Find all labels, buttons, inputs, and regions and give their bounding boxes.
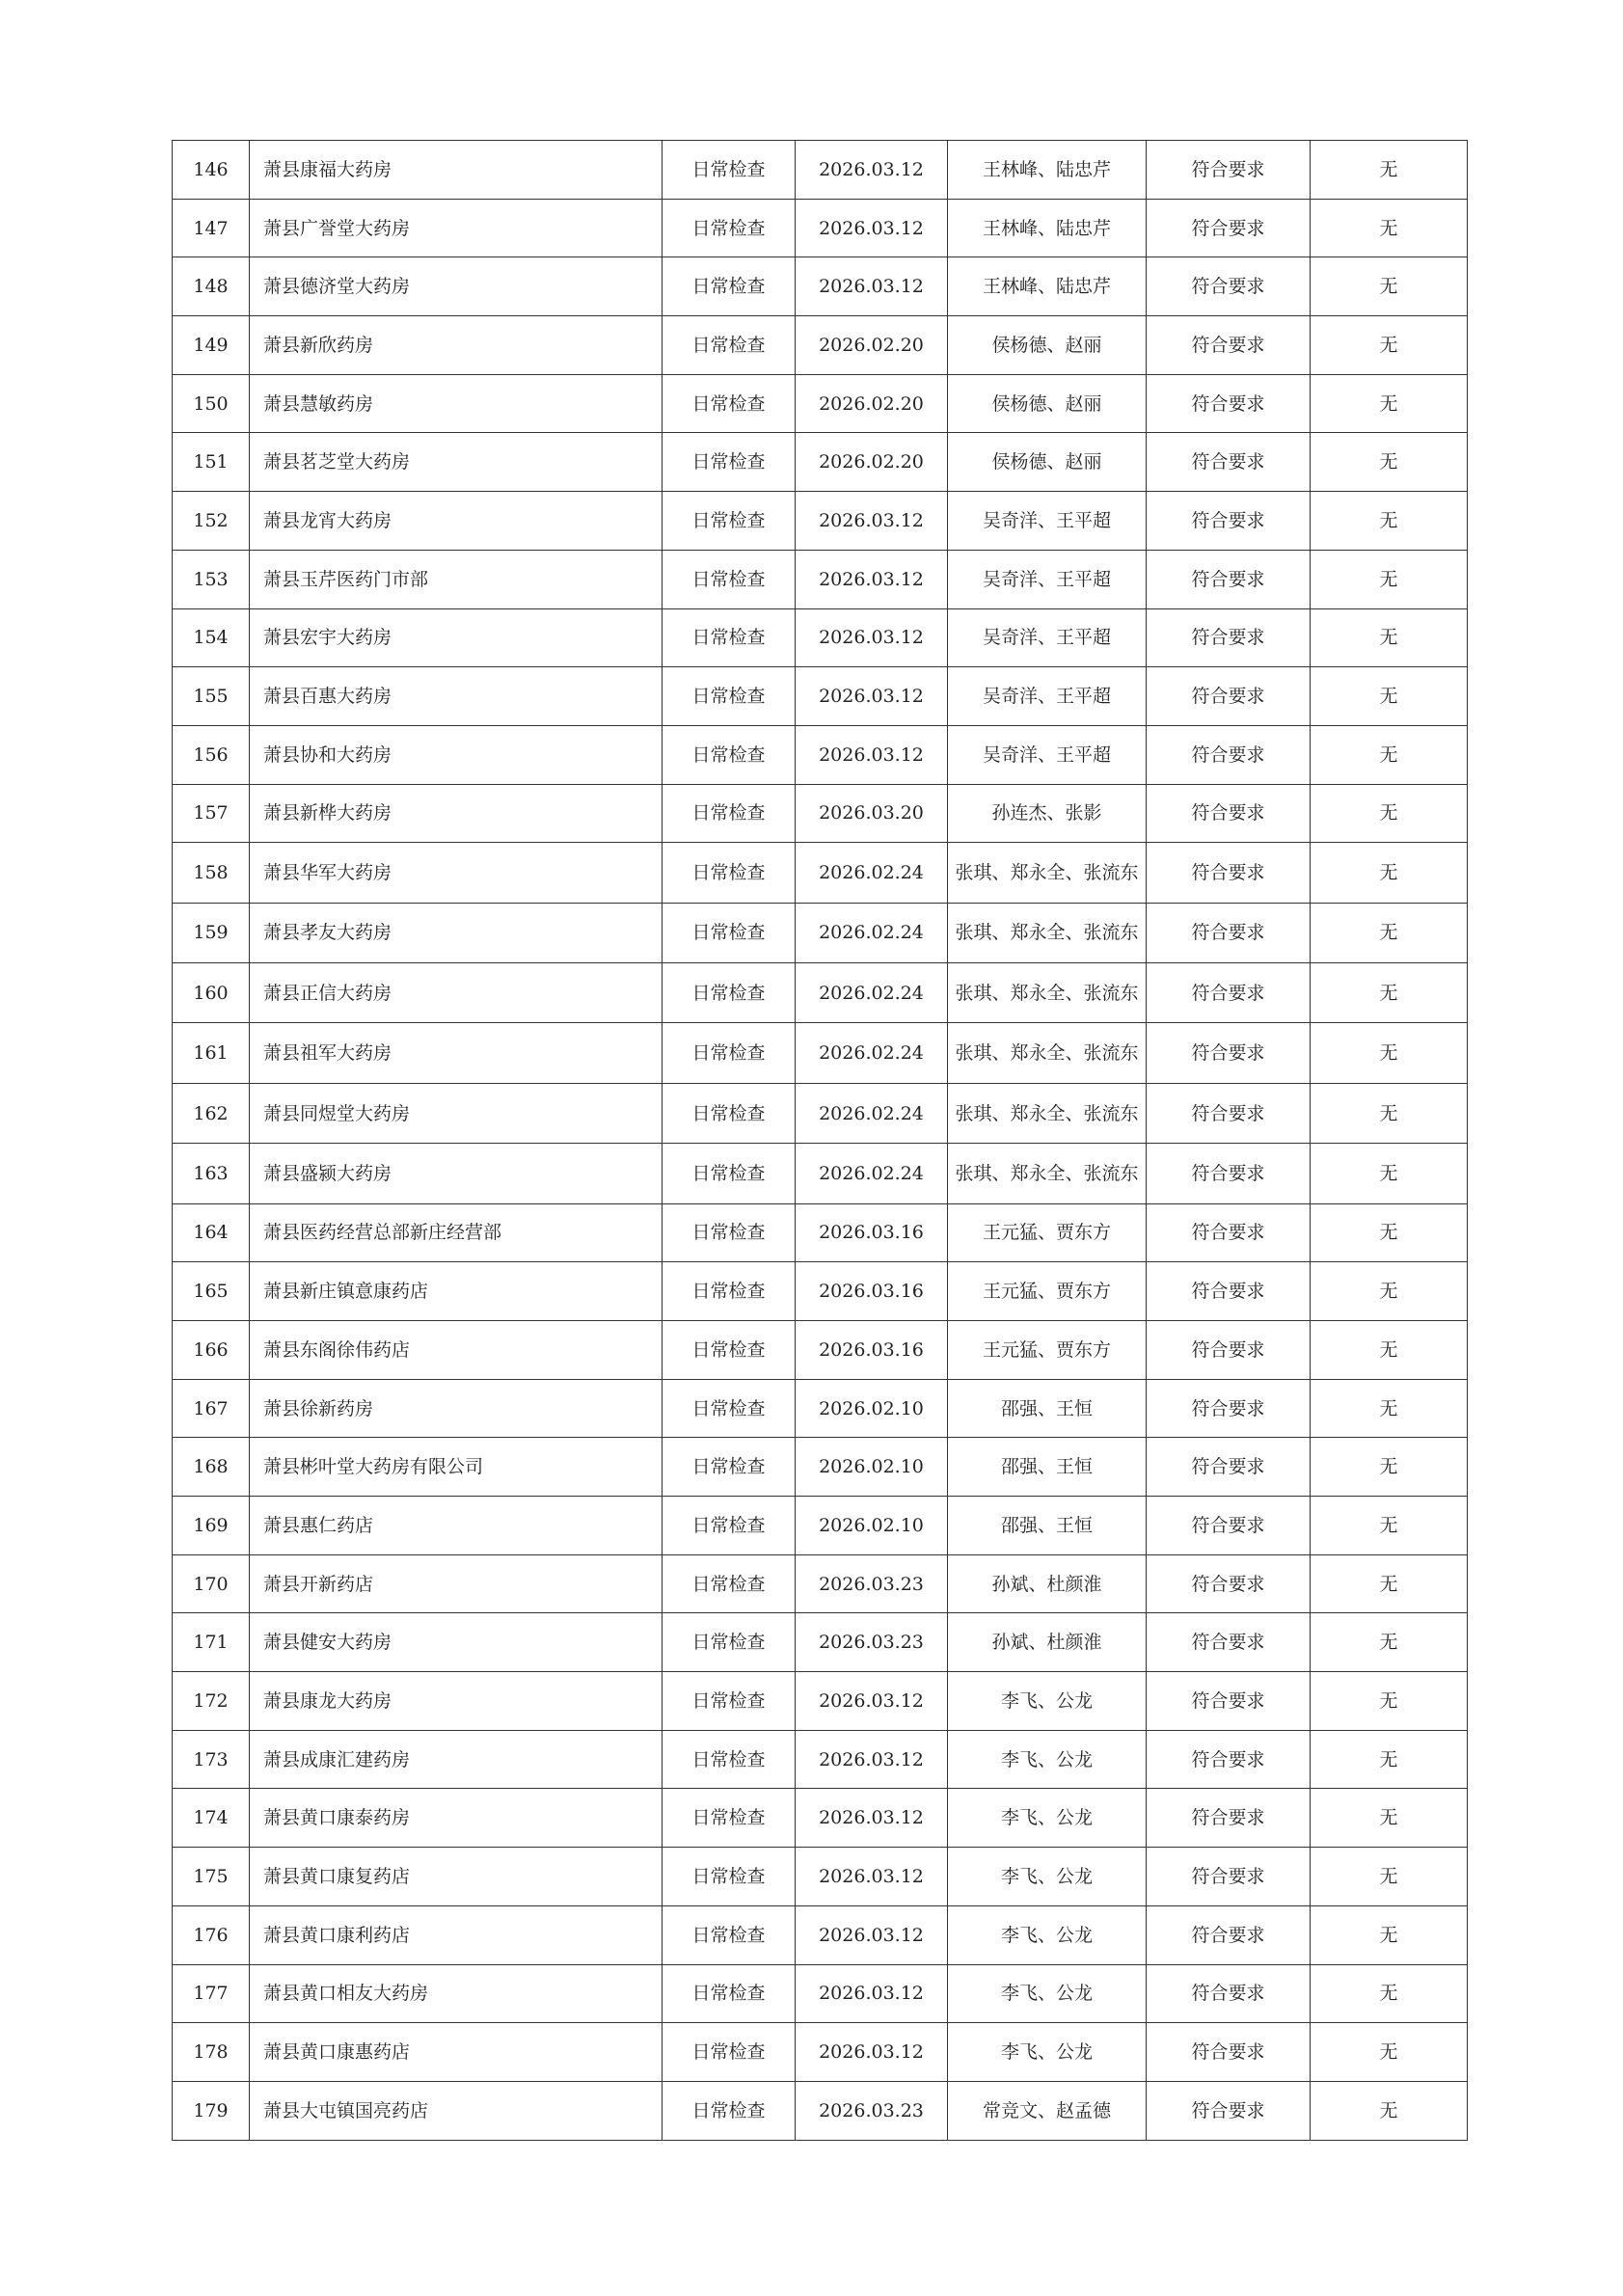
result-cell: 符合要求 — [1147, 1613, 1311, 1672]
result-cell: 符合要求 — [1147, 1023, 1311, 1083]
inspection-type-cell: 日常检查 — [663, 316, 796, 375]
result-cell: 符合要求 — [1147, 963, 1311, 1023]
pharmacy-name-cell: 萧县新庄镇意康药店 — [250, 1262, 663, 1321]
pharmacy-name-cell: 萧县黄口相友大药房 — [250, 1964, 663, 2023]
row-number-cell: 172 — [173, 1672, 250, 1731]
pharmacy-name-cell: 萧县健安大药房 — [250, 1613, 663, 1672]
inspectors-cell: 邵强、王恒 — [948, 1379, 1147, 1438]
pharmacy-name-cell: 萧县慧敏药房 — [250, 374, 663, 433]
pharmacy-name-cell: 萧县新欣药房 — [250, 316, 663, 375]
row-number-cell: 159 — [173, 903, 250, 962]
inspection-date-cell: 2026.02.20 — [796, 433, 948, 492]
result-cell: 符合要求 — [1147, 1203, 1311, 1262]
row-number-cell: 163 — [173, 1144, 250, 1203]
remark-cell: 无 — [1311, 550, 1468, 608]
row-number-cell: 157 — [173, 784, 250, 843]
row-number-cell: 168 — [173, 1438, 250, 1497]
row-number-cell: 156 — [173, 725, 250, 784]
pharmacy-name-cell: 萧县东阁徐伟药店 — [250, 1320, 663, 1379]
remark-cell: 无 — [1311, 316, 1468, 375]
pharmacy-name-cell: 萧县百惠大药房 — [250, 667, 663, 726]
row-number-cell: 148 — [173, 257, 250, 316]
inspection-date-cell: 2026.03.12 — [796, 667, 948, 726]
result-cell: 符合要求 — [1147, 492, 1311, 551]
inspection-date-cell: 2026.03.12 — [796, 1730, 948, 1789]
pharmacy-name-cell: 萧县彬叶堂大药房有限公司 — [250, 1438, 663, 1497]
inspection-type-cell: 日常检查 — [663, 608, 796, 667]
inspectors-cell: 侯杨德、赵丽 — [948, 374, 1147, 433]
inspectors-cell: 邵强、王恒 — [948, 1438, 1147, 1497]
result-cell: 符合要求 — [1147, 1320, 1311, 1379]
table-row — [173, 1320, 1468, 1379]
result-cell: 符合要求 — [1147, 1848, 1311, 1906]
inspection-type-cell: 日常检查 — [663, 1497, 796, 1555]
row-number-cell: 170 — [173, 1554, 250, 1613]
remark-cell: 无 — [1311, 1320, 1468, 1379]
remark-cell: 无 — [1311, 903, 1468, 962]
remark-cell: 无 — [1311, 725, 1468, 784]
inspectors-cell: 李飞、公龙 — [948, 1905, 1147, 1964]
result-cell: 符合要求 — [1147, 1964, 1311, 2023]
result-cell: 符合要求 — [1147, 725, 1311, 784]
pharmacy-name-cell: 萧县德济堂大药房 — [250, 257, 663, 316]
remark-cell: 无 — [1311, 2023, 1468, 2082]
table-row — [173, 1789, 1468, 1848]
pharmacy-name-cell: 萧县大屯镇国亮药店 — [250, 2081, 663, 2140]
inspectors-cell: 吴奇洋、王平超 — [948, 492, 1147, 551]
pharmacy-name-cell: 萧县广誉堂大药房 — [250, 199, 663, 257]
inspection-date-cell: 2026.03.12 — [796, 725, 948, 784]
remark-cell: 无 — [1311, 492, 1468, 551]
table-row — [173, 550, 1468, 608]
table-row — [173, 1083, 1468, 1143]
inspectors-cell: 张琪、郑永全、张流东 — [948, 843, 1147, 903]
pharmacy-name-cell: 萧县开新药店 — [250, 1554, 663, 1613]
inspectors-cell: 张琪、郑永全、张流东 — [948, 963, 1147, 1023]
inspection-date-cell: 2026.02.24 — [796, 1144, 948, 1203]
inspectors-cell: 张琪、郑永全、张流东 — [948, 1083, 1147, 1143]
result-cell: 符合要求 — [1147, 1438, 1311, 1497]
inspectors-cell: 王元猛、贾东方 — [948, 1203, 1147, 1262]
result-cell: 符合要求 — [1147, 667, 1311, 726]
inspectors-cell: 李飞、公龙 — [948, 1848, 1147, 1906]
pharmacy-name-cell: 萧县祖军大药房 — [250, 1023, 663, 1083]
result-cell: 符合要求 — [1147, 550, 1311, 608]
result-cell: 符合要求 — [1147, 784, 1311, 843]
inspection-date-cell: 2026.02.24 — [796, 1023, 948, 1083]
row-number-cell: 153 — [173, 550, 250, 608]
table-row — [173, 1262, 1468, 1321]
pharmacy-name-cell: 萧县成康汇建药房 — [250, 1730, 663, 1789]
remark-cell: 无 — [1311, 1613, 1468, 1672]
inspection-type-cell: 日常检查 — [663, 2081, 796, 2140]
result-cell: 符合要求 — [1147, 843, 1311, 903]
inspection-type-cell: 日常检查 — [663, 1144, 796, 1203]
result-cell: 符合要求 — [1147, 608, 1311, 667]
inspection-date-cell: 2026.02.20 — [796, 316, 948, 375]
table-row — [173, 1023, 1468, 1083]
pharmacy-name-cell: 萧县新桦大药房 — [250, 784, 663, 843]
inspectors-cell: 王元猛、贾东方 — [948, 1262, 1147, 1321]
remark-cell: 无 — [1311, 1672, 1468, 1731]
table-row — [173, 725, 1468, 784]
inspectors-cell: 吴奇洋、王平超 — [948, 608, 1147, 667]
inspection-type-cell: 日常检查 — [663, 1023, 796, 1083]
row-number-cell: 158 — [173, 843, 250, 903]
result-cell: 符合要求 — [1147, 433, 1311, 492]
result-cell: 符合要求 — [1147, 2023, 1311, 2082]
remark-cell: 无 — [1311, 963, 1468, 1023]
table-row — [173, 433, 1468, 492]
table-row — [173, 1144, 1468, 1203]
remark-cell: 无 — [1311, 784, 1468, 843]
row-number-cell: 175 — [173, 1848, 250, 1906]
inspection-type-cell: 日常检查 — [663, 963, 796, 1023]
inspection-records-table — [172, 140, 1468, 2141]
inspection-type-cell: 日常检查 — [663, 1262, 796, 1321]
inspection-date-cell: 2026.02.10 — [796, 1438, 948, 1497]
remark-cell: 无 — [1311, 1848, 1468, 1906]
pharmacy-name-cell: 萧县龙宵大药房 — [250, 492, 663, 551]
remark-cell: 无 — [1311, 1083, 1468, 1143]
inspectors-cell: 张琪、郑永全、张流东 — [948, 1144, 1147, 1203]
remark-cell: 无 — [1311, 1554, 1468, 1613]
inspectors-cell: 侯杨德、赵丽 — [948, 316, 1147, 375]
table-row — [173, 1905, 1468, 1964]
inspection-type-cell: 日常检查 — [663, 903, 796, 962]
row-number-cell: 149 — [173, 316, 250, 375]
table-row — [173, 316, 1468, 375]
inspectors-cell: 张琪、郑永全、张流东 — [948, 1023, 1147, 1083]
inspectors-cell: 李飞、公龙 — [948, 1672, 1147, 1731]
result-cell: 符合要求 — [1147, 1554, 1311, 1613]
inspection-date-cell: 2026.03.12 — [796, 257, 948, 316]
inspection-date-cell: 2026.02.20 — [796, 374, 948, 433]
inspectors-cell: 张琪、郑永全、张流东 — [948, 903, 1147, 962]
inspectors-cell: 吴奇洋、王平超 — [948, 667, 1147, 726]
table-row — [173, 1203, 1468, 1262]
table-row — [173, 141, 1468, 200]
inspectors-cell: 李飞、公龙 — [948, 2023, 1147, 2082]
row-number-cell: 155 — [173, 667, 250, 726]
table-row — [173, 1438, 1468, 1497]
table-row — [173, 963, 1468, 1023]
table-body — [173, 141, 1468, 2141]
table-row — [173, 1672, 1468, 1731]
remark-cell: 无 — [1311, 1497, 1468, 1555]
inspection-date-cell: 2026.02.24 — [796, 1083, 948, 1143]
pharmacy-name-cell: 萧县黄口康复药店 — [250, 1848, 663, 1906]
inspectors-cell: 孙斌、杜颜淮 — [948, 1613, 1147, 1672]
inspection-date-cell: 2026.02.24 — [796, 843, 948, 903]
pharmacy-name-cell: 萧县康福大药房 — [250, 141, 663, 200]
pharmacy-name-cell: 萧县茗芝堂大药房 — [250, 433, 663, 492]
inspection-date-cell: 2026.03.16 — [796, 1262, 948, 1321]
inspection-date-cell: 2026.03.12 — [796, 1964, 948, 2023]
remark-cell: 无 — [1311, 1262, 1468, 1321]
inspection-type-cell: 日常检查 — [663, 2023, 796, 2082]
inspectors-cell: 王元猛、贾东方 — [948, 1320, 1147, 1379]
table-row — [173, 199, 1468, 257]
inspection-type-cell: 日常检查 — [663, 1672, 796, 1731]
inspection-type-cell: 日常检查 — [663, 1964, 796, 2023]
inspectors-cell: 孙连杰、张影 — [948, 784, 1147, 843]
table-row — [173, 374, 1468, 433]
inspection-type-cell: 日常检查 — [663, 725, 796, 784]
remark-cell: 无 — [1311, 141, 1468, 200]
pharmacy-name-cell: 萧县同煜堂大药房 — [250, 1083, 663, 1143]
inspection-date-cell: 2026.02.24 — [796, 903, 948, 962]
row-number-cell: 177 — [173, 1964, 250, 2023]
inspection-date-cell: 2026.03.12 — [796, 550, 948, 608]
row-number-cell: 152 — [173, 492, 250, 551]
inspection-type-cell: 日常检查 — [663, 141, 796, 200]
inspectors-cell: 王林峰、陆忠芹 — [948, 141, 1147, 200]
table-row — [173, 667, 1468, 726]
pharmacy-name-cell: 萧县宏宇大药房 — [250, 608, 663, 667]
result-cell: 符合要求 — [1147, 1789, 1311, 1848]
pharmacy-name-cell: 萧县盛颍大药房 — [250, 1144, 663, 1203]
row-number-cell: 160 — [173, 963, 250, 1023]
inspection-type-cell: 日常检查 — [663, 257, 796, 316]
pharmacy-name-cell: 萧县黄口康利药店 — [250, 1905, 663, 1964]
row-number-cell: 164 — [173, 1203, 250, 1262]
result-cell: 符合要求 — [1147, 257, 1311, 316]
remark-cell: 无 — [1311, 1964, 1468, 2023]
inspectors-cell: 王林峰、陆忠芹 — [948, 199, 1147, 257]
table-row — [173, 1848, 1468, 1906]
table-row — [173, 2081, 1468, 2140]
inspection-date-cell: 2026.03.12 — [796, 141, 948, 200]
remark-cell: 无 — [1311, 1379, 1468, 1438]
table-row — [173, 1964, 1468, 2023]
inspection-date-cell: 2026.03.12 — [796, 1672, 948, 1731]
inspection-type-cell: 日常检查 — [663, 550, 796, 608]
inspectors-cell: 李飞、公龙 — [948, 1964, 1147, 2023]
remark-cell: 无 — [1311, 843, 1468, 903]
result-cell: 符合要求 — [1147, 1497, 1311, 1555]
pharmacy-name-cell: 萧县惠仁药店 — [250, 1497, 663, 1555]
pharmacy-name-cell: 萧县华军大药房 — [250, 843, 663, 903]
inspection-type-cell: 日常检查 — [663, 374, 796, 433]
inspection-date-cell: 2026.03.23 — [796, 1613, 948, 1672]
inspectors-cell: 吴奇洋、王平超 — [948, 550, 1147, 608]
inspectors-cell: 王林峰、陆忠芹 — [948, 257, 1147, 316]
pharmacy-name-cell: 萧县康龙大药房 — [250, 1672, 663, 1731]
result-cell: 符合要求 — [1147, 1730, 1311, 1789]
inspectors-cell: 李飞、公龙 — [948, 1730, 1147, 1789]
table-row — [173, 843, 1468, 903]
inspection-type-cell: 日常检查 — [663, 1203, 796, 1262]
row-number-cell: 167 — [173, 1379, 250, 1438]
result-cell: 符合要求 — [1147, 1379, 1311, 1438]
row-number-cell: 146 — [173, 141, 250, 200]
inspection-date-cell: 2026.02.10 — [796, 1379, 948, 1438]
remark-cell: 无 — [1311, 433, 1468, 492]
inspection-date-cell: 2026.03.16 — [796, 1203, 948, 1262]
inspection-type-cell: 日常检查 — [663, 1320, 796, 1379]
result-cell: 符合要求 — [1147, 374, 1311, 433]
inspection-date-cell: 2026.03.12 — [796, 1789, 948, 1848]
table-row — [173, 1379, 1468, 1438]
remark-cell: 无 — [1311, 1023, 1468, 1083]
inspection-type-cell: 日常检查 — [663, 1789, 796, 1848]
result-cell: 符合要求 — [1147, 1144, 1311, 1203]
row-number-cell: 154 — [173, 608, 250, 667]
result-cell: 符合要求 — [1147, 903, 1311, 962]
pharmacy-name-cell: 萧县医药经营总部新庄经营部 — [250, 1203, 663, 1262]
inspection-date-cell: 2026.03.12 — [796, 199, 948, 257]
result-cell: 符合要求 — [1147, 316, 1311, 375]
row-number-cell: 169 — [173, 1497, 250, 1555]
remark-cell: 无 — [1311, 199, 1468, 257]
result-cell: 符合要求 — [1147, 1905, 1311, 1964]
inspection-type-cell: 日常检查 — [663, 1379, 796, 1438]
result-cell: 符合要求 — [1147, 1672, 1311, 1731]
pharmacy-name-cell: 萧县徐新药房 — [250, 1379, 663, 1438]
inspectors-cell: 吴奇洋、王平超 — [948, 725, 1147, 784]
remark-cell: 无 — [1311, 374, 1468, 433]
table-row — [173, 903, 1468, 962]
row-number-cell: 147 — [173, 199, 250, 257]
row-number-cell: 179 — [173, 2081, 250, 2140]
pharmacy-name-cell: 萧县玉芹医药门市部 — [250, 550, 663, 608]
row-number-cell: 166 — [173, 1320, 250, 1379]
table-row — [173, 1730, 1468, 1789]
inspectors-cell: 邵强、王恒 — [948, 1497, 1147, 1555]
pharmacy-name-cell: 萧县正信大药房 — [250, 963, 663, 1023]
inspection-type-cell: 日常检查 — [663, 1083, 796, 1143]
inspection-date-cell: 2026.03.20 — [796, 784, 948, 843]
inspection-type-cell: 日常检查 — [663, 1848, 796, 1906]
remark-cell: 无 — [1311, 1438, 1468, 1497]
pharmacy-name-cell: 萧县黄口康惠药店 — [250, 2023, 663, 2082]
inspection-date-cell: 2026.03.23 — [796, 1554, 948, 1613]
pharmacy-name-cell: 萧县孝友大药房 — [250, 903, 663, 962]
inspection-type-cell: 日常检查 — [663, 433, 796, 492]
row-number-cell: 171 — [173, 1613, 250, 1672]
remark-cell: 无 — [1311, 608, 1468, 667]
result-cell: 符合要求 — [1147, 2081, 1311, 2140]
row-number-cell: 161 — [173, 1023, 250, 1083]
result-cell: 符合要求 — [1147, 141, 1311, 200]
table-row — [173, 257, 1468, 316]
inspection-type-cell: 日常检查 — [663, 1554, 796, 1613]
row-number-cell: 173 — [173, 1730, 250, 1789]
remark-cell: 无 — [1311, 1730, 1468, 1789]
inspection-date-cell: 2026.03.16 — [796, 1320, 948, 1379]
inspection-type-cell: 日常检查 — [663, 667, 796, 726]
inspection-date-cell: 2026.03.12 — [796, 1848, 948, 1906]
inspection-type-cell: 日常检查 — [663, 784, 796, 843]
inspection-type-cell: 日常检查 — [663, 199, 796, 257]
inspection-date-cell: 2026.03.12 — [796, 1905, 948, 1964]
inspection-type-cell: 日常检查 — [663, 1438, 796, 1497]
inspectors-cell: 孙斌、杜颜淮 — [948, 1554, 1147, 1613]
pharmacy-name-cell: 萧县协和大药房 — [250, 725, 663, 784]
inspection-type-cell: 日常检查 — [663, 1613, 796, 1672]
table-row — [173, 1554, 1468, 1613]
inspection-date-cell: 2026.03.23 — [796, 2081, 948, 2140]
remark-cell: 无 — [1311, 1203, 1468, 1262]
row-number-cell: 151 — [173, 433, 250, 492]
inspection-type-cell: 日常检查 — [663, 492, 796, 551]
inspectors-cell: 侯杨德、赵丽 — [948, 433, 1147, 492]
table-row — [173, 784, 1468, 843]
remark-cell: 无 — [1311, 2081, 1468, 2140]
remark-cell: 无 — [1311, 1789, 1468, 1848]
inspection-date-cell: 2026.03.12 — [796, 608, 948, 667]
inspection-date-cell: 2026.03.12 — [796, 492, 948, 551]
table-row — [173, 2023, 1468, 2082]
result-cell: 符合要求 — [1147, 199, 1311, 257]
inspectors-cell: 常竞文、赵孟德 — [948, 2081, 1147, 2140]
pharmacy-name-cell: 萧县黄口康泰药房 — [250, 1789, 663, 1848]
inspection-date-cell: 2026.02.10 — [796, 1497, 948, 1555]
inspection-date-cell: 2026.03.12 — [796, 2023, 948, 2082]
remark-cell: 无 — [1311, 667, 1468, 726]
remark-cell: 无 — [1311, 1905, 1468, 1964]
row-number-cell: 162 — [173, 1083, 250, 1143]
result-cell: 符合要求 — [1147, 1083, 1311, 1143]
inspection-date-cell: 2026.02.24 — [796, 963, 948, 1023]
row-number-cell: 174 — [173, 1789, 250, 1848]
result-cell: 符合要求 — [1147, 1262, 1311, 1321]
inspection-type-cell: 日常检查 — [663, 843, 796, 903]
row-number-cell: 176 — [173, 1905, 250, 1964]
table-row — [173, 492, 1468, 551]
table-row — [173, 608, 1468, 667]
inspection-type-cell: 日常检查 — [663, 1730, 796, 1789]
remark-cell: 无 — [1311, 1144, 1468, 1203]
inspectors-cell: 李飞、公龙 — [948, 1789, 1147, 1848]
remark-cell: 无 — [1311, 257, 1468, 316]
table-row — [173, 1613, 1468, 1672]
table-row — [173, 1497, 1468, 1555]
inspection-type-cell: 日常检查 — [663, 1905, 796, 1964]
row-number-cell: 165 — [173, 1262, 250, 1321]
row-number-cell: 178 — [173, 2023, 250, 2082]
row-number-cell: 150 — [173, 374, 250, 433]
